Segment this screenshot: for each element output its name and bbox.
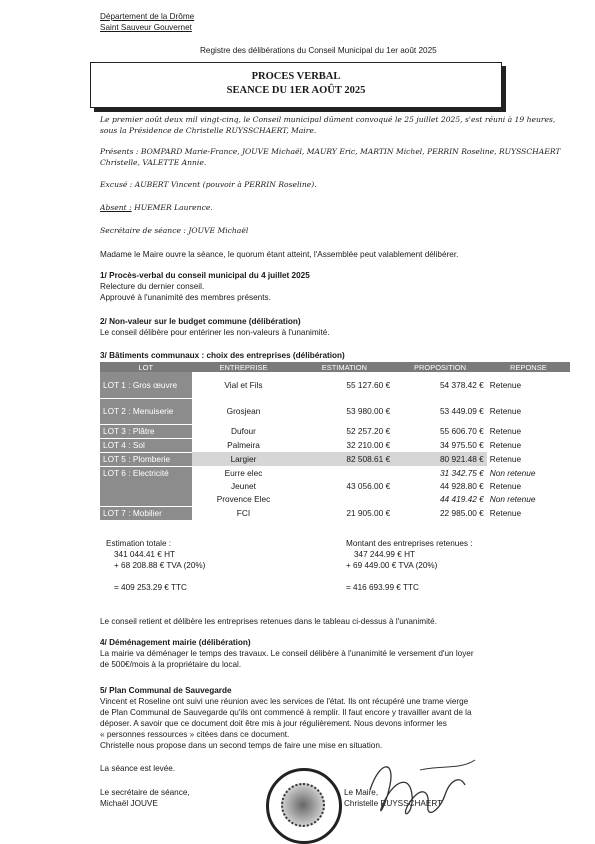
secretaire-label: Secrétaire de séance : xyxy=(100,226,186,235)
col-entreprise: ENTREPRISE xyxy=(192,362,296,372)
table-row xyxy=(100,424,570,438)
entreprise-cell: Dufour xyxy=(231,426,256,436)
commune-label: Saint Sauveur Gouvernet xyxy=(100,23,192,32)
col-estimation: ESTIMATION xyxy=(295,362,393,372)
section-3-title: 3/ Bâtiments communaux : choix des entreprises (délibération) xyxy=(100,351,345,360)
table-row xyxy=(100,372,570,398)
entreprise-cell: Eurre elec xyxy=(224,467,263,478)
department-label: Département de la Drôme xyxy=(100,12,195,21)
reponse-cell: Retenue xyxy=(489,380,522,390)
col-lot: LOT xyxy=(100,362,192,372)
opening-statement: Madame le Maire ouvre la séance, le quorum étant atteint, l'Assemblée peut valablement délibérer. xyxy=(100,250,459,259)
reponse-cell: Retenue xyxy=(489,440,522,450)
absent-label: Absent : xyxy=(100,203,132,212)
document-subtitle: SEANCE DU 1ER AOÛT 2025 xyxy=(226,85,366,96)
estimation-total-ttc: = 409 253.29 € TTC xyxy=(114,583,187,592)
proposition-cell: 53 449.09 € xyxy=(439,406,484,416)
reponse-cell: Non retenue xyxy=(489,467,536,478)
estimation-cell: 32 210.00 € xyxy=(346,440,391,450)
excuses-label: Excusé : xyxy=(100,180,133,189)
section-4-title: 4/ Déménagement mairie (délibération) xyxy=(100,638,251,647)
reponse-cell: Retenue xyxy=(489,454,522,464)
reponse-cell: Retenue xyxy=(489,508,522,518)
estimation-cell: 82 508.61 € xyxy=(295,452,393,466)
lot-cell: LOT 2 : Menuiserie xyxy=(100,398,192,424)
section-5-line-1: Vincent et Roseline ont suivi une réunion avec les services de l'état. Ils ont récupéré une trame vierge xyxy=(100,697,469,706)
excuses-text: AUBERT Vincent (pouvoir à PERRIN Roseline). xyxy=(134,180,317,189)
lot-cell xyxy=(100,493,192,507)
secretary-role: Le secrétaire de séance, xyxy=(100,788,190,797)
lot-cell: LOT 1 : Gros œuvre xyxy=(100,372,192,398)
registre-title: Registre des délibérations du Conseil Municipal du 1er août 2025 xyxy=(200,46,437,55)
estimation-cell: 43 056.00 € xyxy=(346,481,391,491)
absent-text: HUEMER Laurence. xyxy=(134,203,213,212)
presents-label: Présents : xyxy=(100,147,139,156)
entreprise-cell: Vial et Fils xyxy=(224,380,263,390)
retenues-total-ht: 347 244.99 € HT xyxy=(354,550,415,559)
entreprise-cell: Palmeira xyxy=(227,440,260,450)
section-2-line-1: Le conseil délibère pour entériner les non-valeurs à l'unanimité. xyxy=(100,328,330,337)
section-3-conclusion: Le conseil retient et délibère les entreprises retenues dans le tableau ci-dessus à l'unanimité. xyxy=(100,617,437,626)
section-5-line-3: déposer. A savoir que ce document doit être mis à jour régulièrement. Nous devons informer les xyxy=(100,719,447,728)
retenues-total-tva: + 69 449.00 € TVA (20%) xyxy=(346,561,438,570)
entreprise-cell: Largier xyxy=(192,452,296,466)
section-1-line-2: Approuvé à l'unanimité des membres présents. xyxy=(100,293,271,302)
section-1-title: 1/ Procès-verbal du conseil municipal du 4 juillet 2025 xyxy=(100,271,310,280)
proposition-cell: 55 606.70 € xyxy=(439,426,484,436)
absent-line xyxy=(100,203,213,212)
estimation-cell: 55 127.60 € xyxy=(346,380,391,390)
closing-statement: La séance est levée. xyxy=(100,764,176,773)
estimation-total-label: Estimation totale : xyxy=(106,539,172,548)
table-row xyxy=(100,493,570,507)
estimation-cell: 52 257.20 € xyxy=(346,426,391,436)
lots-table xyxy=(100,362,570,521)
presents-list: BOMPARD Marie-France, JOUVE Michaël, MAURY Eric, MARTIN Michel, PERRIN Roseline, RUYSSCHAERT Christelle, VALETTE Annie. xyxy=(100,147,561,167)
estimation-total-ht: 341 044.41 € HT xyxy=(114,550,175,559)
reponse-cell: Retenue xyxy=(489,481,522,491)
entreprise-cell: Jeunet xyxy=(231,481,256,491)
estimation-cell xyxy=(295,493,393,507)
proposition-cell: 54 378.42 € xyxy=(439,380,484,390)
estimation-cell: 21 905.00 € xyxy=(346,508,391,518)
entreprise-cell: Grosjean xyxy=(226,406,261,416)
proposition-cell: 22 985.00 € xyxy=(439,508,484,518)
mayor-signature-scribble xyxy=(350,750,490,830)
table-header-row xyxy=(100,362,570,372)
estimation-cell xyxy=(295,466,393,480)
table-row xyxy=(100,480,570,493)
retenues-total-ttc: = 416 693.99 € TTC xyxy=(346,583,419,592)
proposition-cell: 44 419.42 € xyxy=(439,494,484,505)
reponse-cell: Retenue xyxy=(489,406,522,416)
presents-paragraph xyxy=(100,146,570,168)
secretary-name: Michaël JOUVE xyxy=(100,799,158,808)
proposition-cell: 31 342.75 € xyxy=(439,467,484,478)
entreprise-cell: Provence Elec xyxy=(216,494,271,505)
proposition-cell: 80 921.48 € xyxy=(393,452,487,466)
document-title-box xyxy=(90,62,502,108)
mayor-name: Christelle RUYSSCHAERT xyxy=(344,799,443,808)
table-row xyxy=(100,506,570,520)
totals-estimation xyxy=(106,538,205,593)
document-title: PROCES VERBAL xyxy=(251,71,341,82)
col-proposition: PROPOSITION xyxy=(393,362,487,372)
proposition-cell: 44 928.80 € xyxy=(439,481,484,491)
reponse-cell: Retenue xyxy=(489,426,522,436)
estimation-total-tva: + 68 208.88 € TVA (20%) xyxy=(114,561,206,570)
stamp-emblem xyxy=(281,783,325,827)
section-4-line-1: La mairie va déménager le temps des travaux. Le conseil délibère à l'unanimité le versement d'un loyer xyxy=(100,649,474,658)
table-row xyxy=(100,452,570,466)
estimation-cell: 53 980.00 € xyxy=(346,406,391,416)
section-4-line-2: de 500€/mois à la propriétaire du local. xyxy=(100,660,242,669)
section-5-line-5: Christelle nous propose dans un second temps de faire une mise en situation. xyxy=(100,741,383,750)
totals-retenues xyxy=(346,538,473,593)
excuses-line xyxy=(100,180,317,189)
lot-cell: LOT 3 : Plâtre xyxy=(100,424,192,438)
retenues-total-label: Montant des entreprises retenues : xyxy=(346,539,473,548)
section-2-title: 2/ Non-valeur sur le budget commune (délibération) xyxy=(100,317,301,326)
section-5-line-4: « personnes ressources » citées dans ce document. xyxy=(100,730,290,739)
secretaire-line xyxy=(100,226,248,235)
table-row xyxy=(100,466,570,480)
reponse-cell: Non retenue xyxy=(489,494,536,505)
section-5-line-2: de Plan Communal de Sauvegarde qu'ils ont commencé à remplir. Il faut encore y travailler avant de la xyxy=(100,708,472,717)
mayor-role: Le Maire, xyxy=(344,788,379,797)
secretaire-name: JOUVE Michaël xyxy=(188,226,249,235)
table-row xyxy=(100,398,570,424)
proposition-cell: 34 975.50 € xyxy=(439,440,484,450)
col-reponse: REPONSE xyxy=(487,362,570,372)
entreprise-cell: FCI xyxy=(236,508,251,518)
secretary-signature-block xyxy=(100,787,190,809)
lot-cell: LOT 5 : Plomberie xyxy=(100,452,192,466)
section-1-line-1: Relecture du dernier conseil. xyxy=(100,282,205,291)
intro-paragraph: Le premier août deux mil vingt-cinq, le Conseil municipal dûment convoqué le 25 juillet 2025, s'est réuni à 19 heures, sous la Présidence de Christelle RUYSSCHAERT, Maire. xyxy=(100,115,556,135)
table-row xyxy=(100,438,570,452)
lot-cell: LOT 7 : Mobilier xyxy=(100,506,192,520)
lot-cell: LOT 4 : Sol xyxy=(100,438,192,452)
mairie-stamp xyxy=(266,768,342,844)
lot-cell: LOT 6 : Electricité xyxy=(100,466,192,480)
lot-cell xyxy=(100,480,192,493)
section-5-title: 5/ Plan Communal de Sauvegarde xyxy=(100,686,232,695)
